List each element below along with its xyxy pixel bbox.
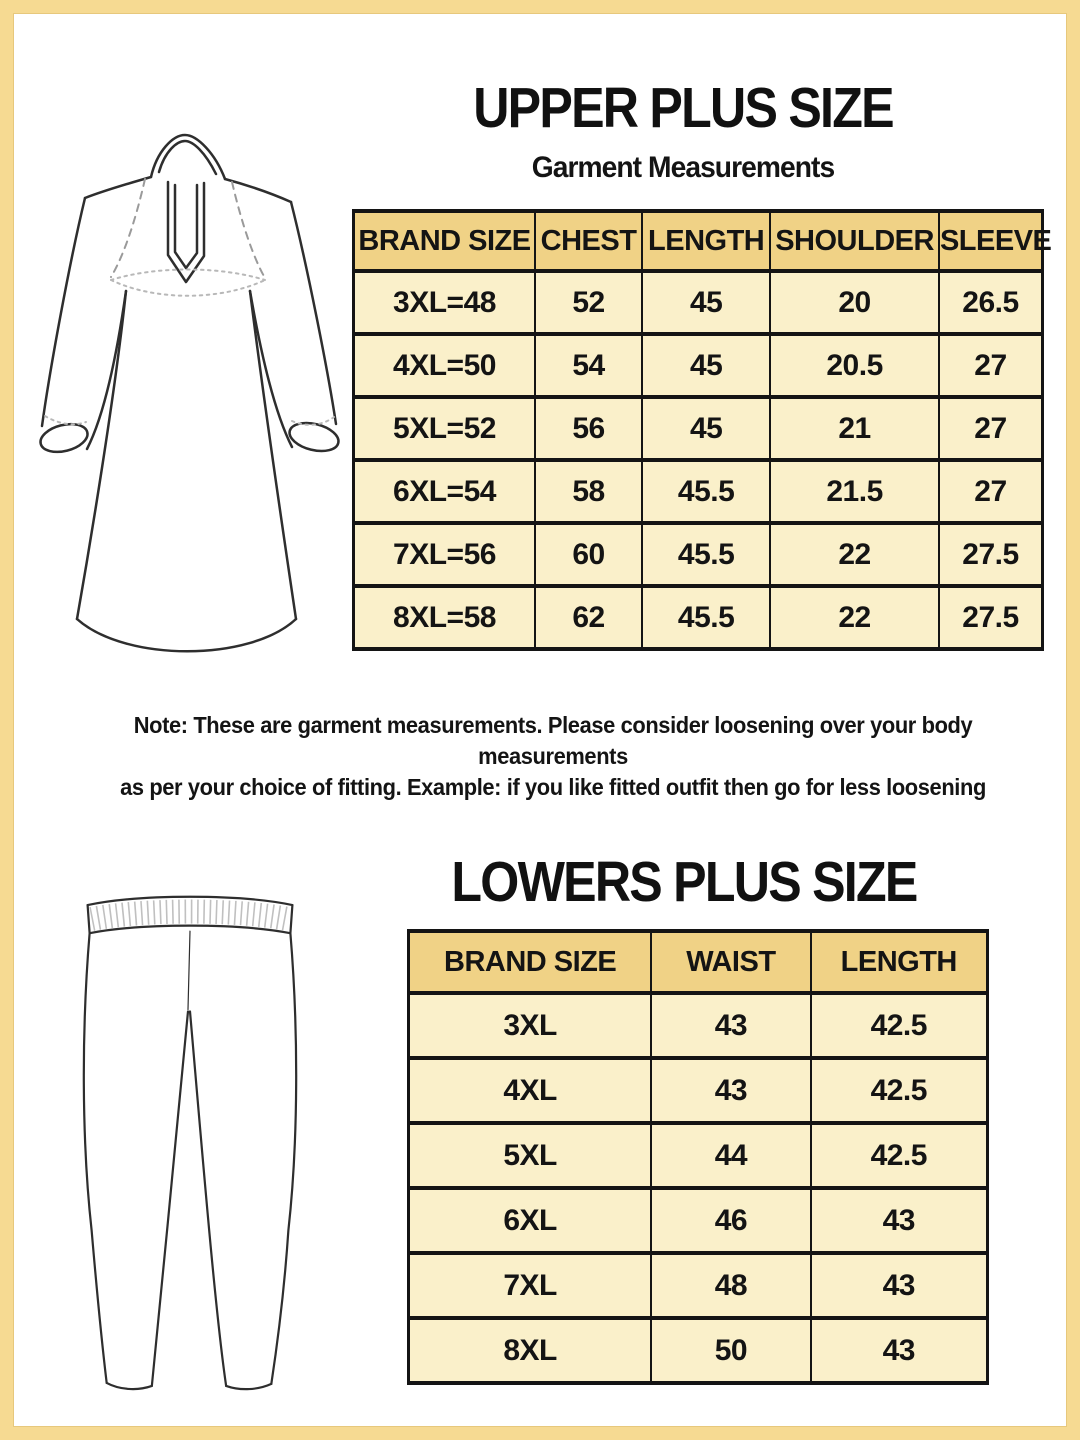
column-header: SHOULDER <box>770 211 939 271</box>
kurta-sleeve-right-outer <box>291 202 336 424</box>
table-cell: 4XL <box>409 1058 652 1123</box>
table-cell: 45.5 <box>642 460 770 523</box>
table-cell: 6XL <box>409 1188 652 1253</box>
upper-section-subtitle: Garment Measurements <box>531 151 835 184</box>
table-cell: 43 <box>811 1253 988 1318</box>
table-cell: 21.5 <box>770 460 939 523</box>
table-row <box>354 523 1043 586</box>
upper-size-table <box>352 209 1052 651</box>
pants-outer-right <box>271 933 296 1384</box>
pants-hem-left <box>107 1383 152 1389</box>
table-row <box>409 1318 988 1383</box>
table-cell: 22 <box>770 586 939 649</box>
table-cell: 42.5 <box>811 1058 988 1123</box>
column-header: LENGTH <box>642 211 770 271</box>
column-header: SLEEVE <box>939 211 1043 271</box>
column-header: BRAND SIZE <box>354 211 536 271</box>
pants-illustration <box>79 889 301 1401</box>
kurta-yoke-stitch-right <box>232 182 265 278</box>
kurta-placket-inner <box>175 185 197 268</box>
table-cell: 50 <box>651 1318 810 1383</box>
upper-section-title: UPPER PLUS SIZE <box>473 76 893 140</box>
table-cell: 52 <box>535 271 642 334</box>
kurta-yoke-stitch-left <box>111 179 145 277</box>
table-cell: 45.5 <box>642 523 770 586</box>
kurta-shoulder-right <box>225 179 291 202</box>
table-cell: 45.5 <box>642 586 770 649</box>
table-cell: 56 <box>535 397 642 460</box>
table-cell: 43 <box>651 1058 810 1123</box>
table-cell: 42.5 <box>811 993 988 1058</box>
kurta-body-right <box>250 291 296 619</box>
table-cell: 5XL=52 <box>354 397 536 460</box>
lower-section-title: LOWERS PLUS SIZE <box>451 850 917 914</box>
note-line-2: as per your choice of fitting. Example: if you like fitted outfit then go for less loosening <box>120 774 986 800</box>
table-cell: 27 <box>939 460 1043 523</box>
kurta-cuff-left <box>38 420 91 457</box>
pants-hem-right <box>226 1384 271 1389</box>
table-cell: 44 <box>651 1123 810 1188</box>
kurta-chest-stitch-lower <box>111 280 265 296</box>
table-cell: 8XL=58 <box>354 586 536 649</box>
column-header: BRAND SIZE <box>409 931 652 993</box>
table-cell: 7XL <box>409 1253 652 1318</box>
table-cell: 27.5 <box>939 523 1043 586</box>
table-cell: 6XL=54 <box>354 460 536 523</box>
table-cell: 45 <box>642 397 770 460</box>
table-row <box>409 993 988 1058</box>
kurta-illustration <box>35 125 355 660</box>
table-cell: 27 <box>939 334 1043 397</box>
column-header: CHEST <box>535 211 642 271</box>
table-cell: 21 <box>770 397 939 460</box>
table-cell: 60 <box>535 523 642 586</box>
pants-waistband-ribbing <box>92 912 289 920</box>
table-cell: 45 <box>642 334 770 397</box>
table-cell: 42.5 <box>811 1123 988 1188</box>
table-cell: 46 <box>651 1188 810 1253</box>
table-cell: 20 <box>770 271 939 334</box>
kurta-sleeve-left-inner <box>87 291 126 449</box>
note-line-1: Note: These are garment measurements. Please consider loosening over your body measurements <box>133 712 973 769</box>
table-cell: 27.5 <box>939 586 1043 649</box>
table-cell: 43 <box>651 993 810 1058</box>
table-cell: 54 <box>535 334 642 397</box>
table-cell: 58 <box>535 460 642 523</box>
table-cell: 48 <box>651 1253 810 1318</box>
table-cell: 26.5 <box>939 271 1043 334</box>
table-cell: 20.5 <box>770 334 939 397</box>
table-cell: 22 <box>770 523 939 586</box>
table-cell: 43 <box>811 1318 988 1383</box>
upper-table-header-row <box>354 211 1043 271</box>
table-cell: 27 <box>939 397 1043 460</box>
pants-center-seam <box>188 931 190 1009</box>
table-row <box>409 1123 988 1188</box>
measurement-note <box>69 710 1038 803</box>
lower-size-table <box>407 929 989 1385</box>
column-header: LENGTH <box>811 931 988 993</box>
kurta-sleeve-right-inner <box>250 291 292 447</box>
table-row <box>354 334 1043 397</box>
table-cell: 62 <box>535 586 642 649</box>
kurta-sleeve-left-outer <box>42 198 85 426</box>
column-header: WAIST <box>651 931 810 993</box>
lower-table-header-row <box>409 931 988 993</box>
table-row <box>354 397 1043 460</box>
table-row <box>354 586 1043 649</box>
kurta-cuff-stitch-left <box>45 416 86 424</box>
table-row <box>409 1253 988 1318</box>
upper-table-body <box>354 271 1043 649</box>
kurta-hem <box>77 619 296 651</box>
table-cell: 4XL=50 <box>354 334 536 397</box>
pants-outer-left <box>84 933 107 1383</box>
table-cell: 45 <box>642 271 770 334</box>
table-row <box>354 460 1043 523</box>
table-cell: 3XL <box>409 993 652 1058</box>
table-row <box>409 1188 988 1253</box>
table-cell: 7XL=56 <box>354 523 536 586</box>
table-row <box>409 1058 988 1123</box>
pants-inner-right <box>190 1011 226 1385</box>
table-row <box>354 271 1043 334</box>
pants-inner-left <box>152 1011 188 1385</box>
table-cell: 8XL <box>409 1318 652 1383</box>
lower-table-body <box>409 993 988 1383</box>
table-cell: 43 <box>811 1188 988 1253</box>
table-cell: 3XL=48 <box>354 271 536 334</box>
table-cell: 5XL <box>409 1123 652 1188</box>
